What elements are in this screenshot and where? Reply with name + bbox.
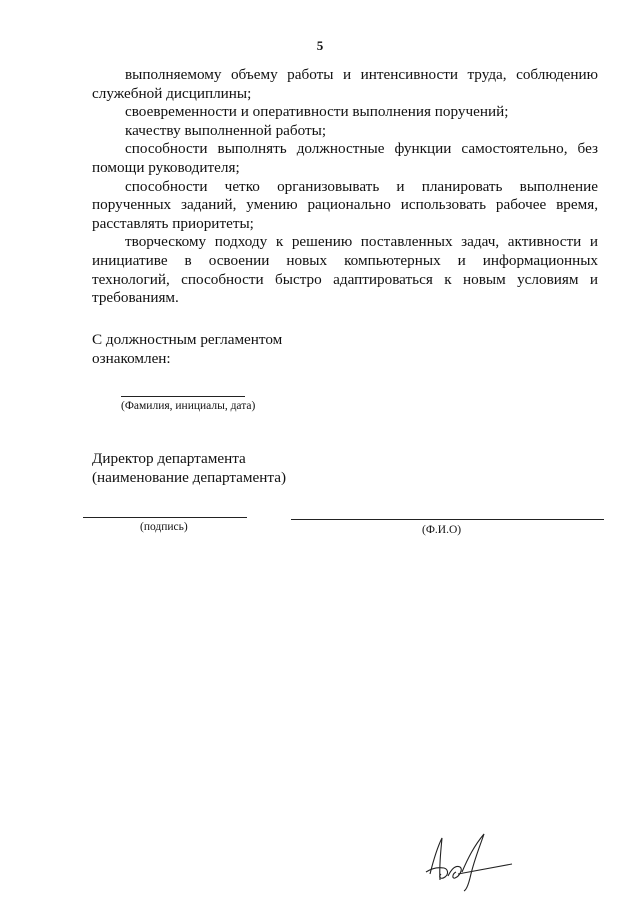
acknowledgement-line2: ознакомлен:: [92, 350, 171, 367]
director-block: [92, 449, 286, 487]
name-line: [291, 519, 604, 520]
acknowledgement-block: [92, 330, 282, 368]
criterion-paragraph: способности выполнять должностные функции самостоятельно, без помощи руководителя;: [92, 140, 598, 176]
duties-list: [92, 66, 598, 308]
director-subtitle: (наименование департамента): [92, 469, 287, 486]
criterion-paragraph: творческому подходу к решению поставленных задач, активности и инициативе в освоении новых компьютерных и информационных технологий, способности быстро адаптироваться к новым условиям и требованиям.: [92, 233, 598, 307]
criterion-paragraph: своевременности и оперативности выполнения поручений;: [125, 103, 509, 121]
criterion-paragraph: качеству выполненной работы;: [125, 121, 327, 139]
signature-line: [83, 517, 247, 518]
name-caption: (Ф.И.О): [422, 524, 462, 536]
criterion-paragraph: способности четко организовывать и планировать выполнение порученных заданий, умению рационально использовать рабочее время, расставлять приоритеты;: [92, 177, 598, 232]
criterion-paragraph: выполняемому объему работы и интенсивности труда, соблюдению служебной дисциплины;: [92, 66, 598, 102]
acknowledgement-line1: С должностным регламентом: [92, 331, 283, 348]
acknowledgement-signature-line: [121, 396, 245, 397]
acknowledgement-caption: (Фамилия, инициалы, дата): [121, 400, 256, 412]
director-title: Директор департамента: [92, 450, 246, 467]
page-number: 5: [316, 38, 324, 53]
signature-caption: (подпись): [140, 521, 188, 533]
handwritten-signature-icon: [408, 828, 520, 892]
